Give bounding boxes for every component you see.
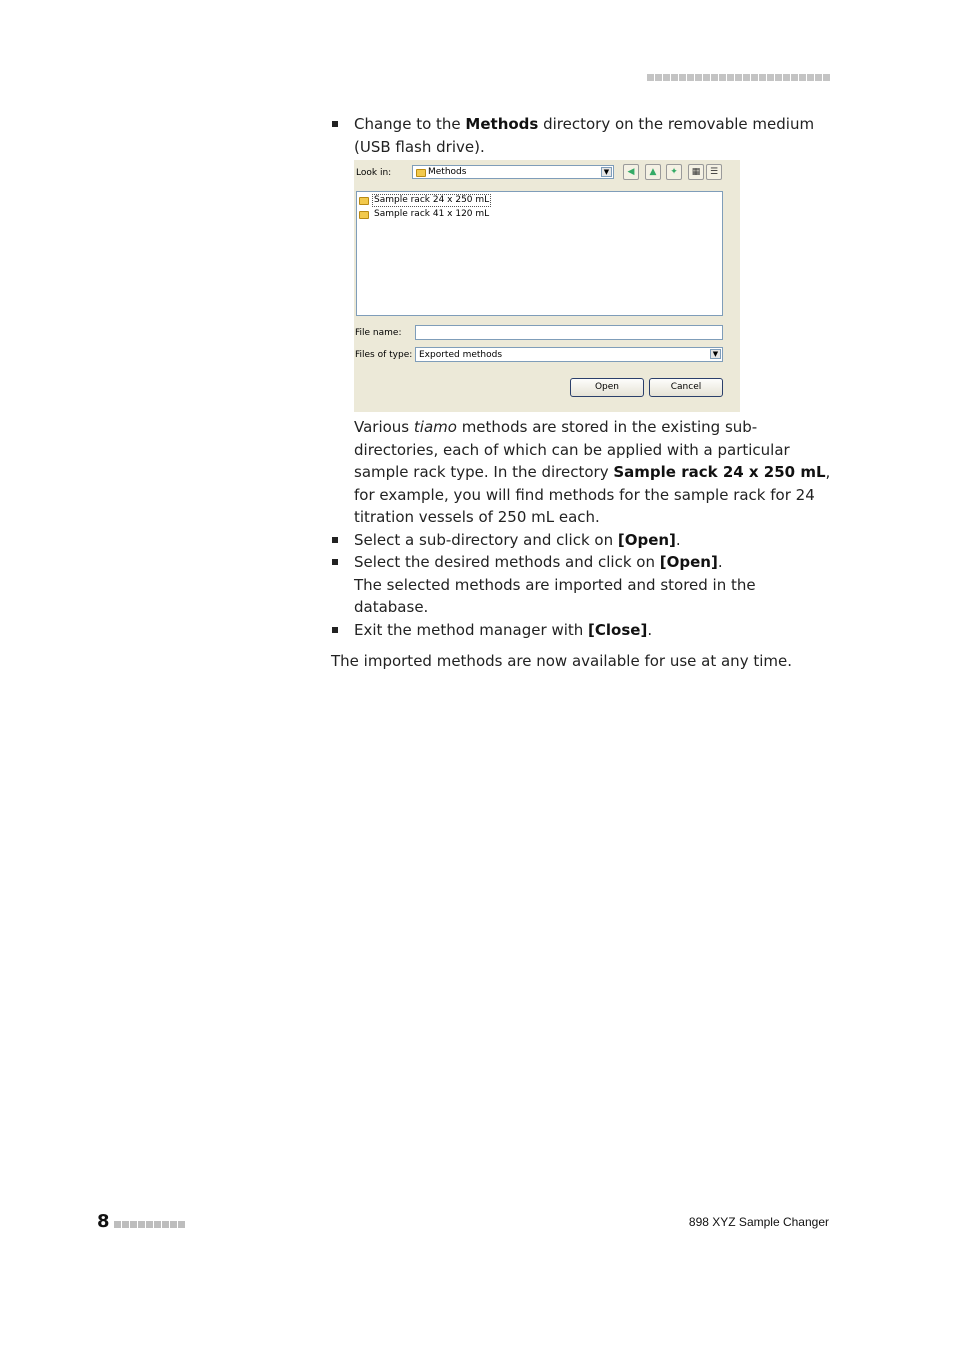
up-folder-icon[interactable]: ▲ [645,164,661,180]
header-decoration [647,74,830,81]
folder-icon [416,169,426,177]
details-view-icon[interactable]: ☰ [706,164,722,180]
footer-title: 898 XYZ Sample Changer [688,1215,829,1229]
folder-icon [359,197,369,205]
chevron-down-icon[interactable]: ▼ [601,167,612,177]
description-paragraph: Various tiamo methods are stored in the existing sub-directories, each of which can be applied with a particular sample rack type. In the directory Sample rack 24 x 250 mL, for example, you will find methods for the sample rack for 24 titration vessels of 250 mL each. [354,418,831,526]
files-of-type-label: Files of type: [355,350,413,360]
closing-paragraph: The imported methods are now available for use at any time. [331,652,792,670]
footer-decoration [114,1221,185,1228]
step-select-subdirectory: Select a sub-directory and click on [Open]. [331,529,831,552]
open-dialog [354,160,740,412]
step-select-methods: Select the desired methods and click on [Open]. The selected methods are imported and stored in the database. [331,551,831,619]
list-item[interactable]: Sample rack 41 x 120 mL [359,208,491,221]
folder-icon [359,211,369,219]
back-icon[interactable]: ◀ [623,164,639,180]
file-name-label: File name: [355,328,402,338]
files-of-type-select[interactable]: Exported methods ▼ [415,347,723,362]
step-change-directory: Change to the Methods directory on the removable medium (USB flash drive). [331,113,831,158]
look-in-label: Look in: [356,168,392,178]
file-list[interactable] [356,191,723,316]
new-folder-icon[interactable]: ✦ [666,164,682,180]
list-view-icon[interactable]: ▦ [688,164,704,180]
page-number: 8 [97,1211,110,1232]
list-item[interactable]: Sample rack 24 x 250 mL [359,194,491,207]
main-content [331,113,831,673]
chevron-down-icon[interactable]: ▼ [710,349,721,359]
step-exit-manager: Exit the method manager with [Close]. [331,619,831,642]
file-name-input[interactable] [415,325,723,340]
look-in-combo[interactable]: Methods ▼ [412,165,614,179]
cancel-button[interactable]: Cancel [649,378,723,397]
open-button[interactable]: Open [570,378,644,397]
